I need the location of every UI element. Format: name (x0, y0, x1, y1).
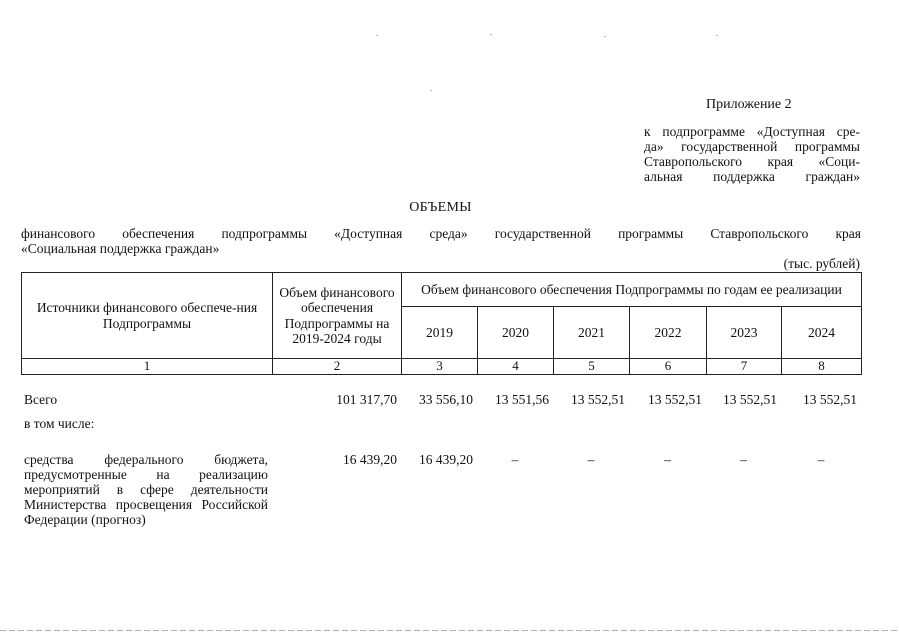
financing-table-body (21, 392, 861, 528)
document-subtitle (21, 226, 861, 256)
subtitle-line-1: финансового обеспечения подпрограммы «Доступная среда» государственной программы Ставропольского края (21, 226, 861, 241)
scan-speck (490, 34, 492, 35)
row-value-2022: – (664, 452, 671, 467)
row-value-2019: 33 556,10 (419, 392, 473, 407)
header-year-2023: 2023 (707, 307, 782, 359)
appendix-ref-line-2: да» государственной программы (644, 139, 860, 155)
row-value-2020: – (511, 452, 519, 467)
row-label: в том числе: (24, 416, 95, 431)
appendix-ref-line-1: к подпрограмме «Доступная сре- (644, 124, 860, 139)
header-year-2019: 2019 (402, 307, 478, 359)
row-label: Всего (24, 392, 58, 407)
header-total-volume: Объем финансового обеспечения Подпрограммы на 2019-2024 годы (273, 273, 402, 359)
scan-speck (716, 35, 718, 36)
header-year-2022: 2022 (630, 307, 707, 359)
table-row-federal-budget (21, 452, 861, 528)
row-total-value: 16 439,20 (343, 452, 397, 467)
scan-bottom-edge (0, 630, 899, 631)
appendix-reference (644, 124, 860, 184)
header-year-2024: 2024 (782, 307, 862, 359)
row-value-2024: – (817, 452, 825, 467)
appendix-title: Приложение 2 (706, 97, 792, 112)
row-value-2022: 13 552,51 (648, 392, 702, 407)
scan-speck (604, 36, 606, 37)
scan-speck (430, 90, 432, 91)
scan-speck (376, 35, 378, 36)
table-row-total (21, 392, 861, 416)
header-year-2020: 2020 (478, 307, 554, 359)
header-years-group: Объем финансового обеспечения Подпрограммы по годам ее реализации (402, 273, 862, 307)
col-number-2: 2 (273, 359, 402, 375)
col-number-5: 5 (554, 359, 630, 375)
row-value-2020: 13 551,56 (495, 392, 549, 407)
document-title: ОБЪЕМЫ (409, 200, 472, 215)
col-number-1: 1 (22, 359, 273, 375)
appendix-ref-line-3: Ставропольского края «Соци- (644, 154, 860, 170)
row-value-2019: 16 439,20 (419, 452, 473, 467)
row-value-2023: 13 552,51 (723, 392, 777, 407)
col-number-8: 8 (782, 359, 862, 375)
row-label: средства федерального бюджета, предусмотренные на реализацию мероприятий в сфере деятельности Министерства просвещения Российской Федерации (прогноз) (24, 452, 268, 528)
header-year-2021: 2021 (554, 307, 630, 359)
row-value-2024: 13 552,51 (803, 392, 857, 407)
row-value-2021: 13 552,51 (571, 392, 625, 407)
table-row-including (21, 416, 861, 452)
col-number-4: 4 (478, 359, 554, 375)
col-number-7: 7 (707, 359, 782, 375)
financing-table-header (21, 272, 862, 375)
row-value-2023: – (740, 452, 747, 467)
col-number-3: 3 (402, 359, 478, 375)
col-number-6: 6 (630, 359, 707, 375)
units-label: (тыс. рублей) (783, 256, 860, 271)
row-total-value: 101 317,70 (336, 392, 397, 407)
row-value-2021: – (587, 452, 595, 467)
appendix-ref-line-4: альная поддержка граждан» (644, 169, 860, 185)
header-sources: Источники финансового обеспече-ния Подпрограммы (22, 273, 273, 359)
subtitle-line-2: «Социальная поддержка граждан» (21, 241, 220, 257)
